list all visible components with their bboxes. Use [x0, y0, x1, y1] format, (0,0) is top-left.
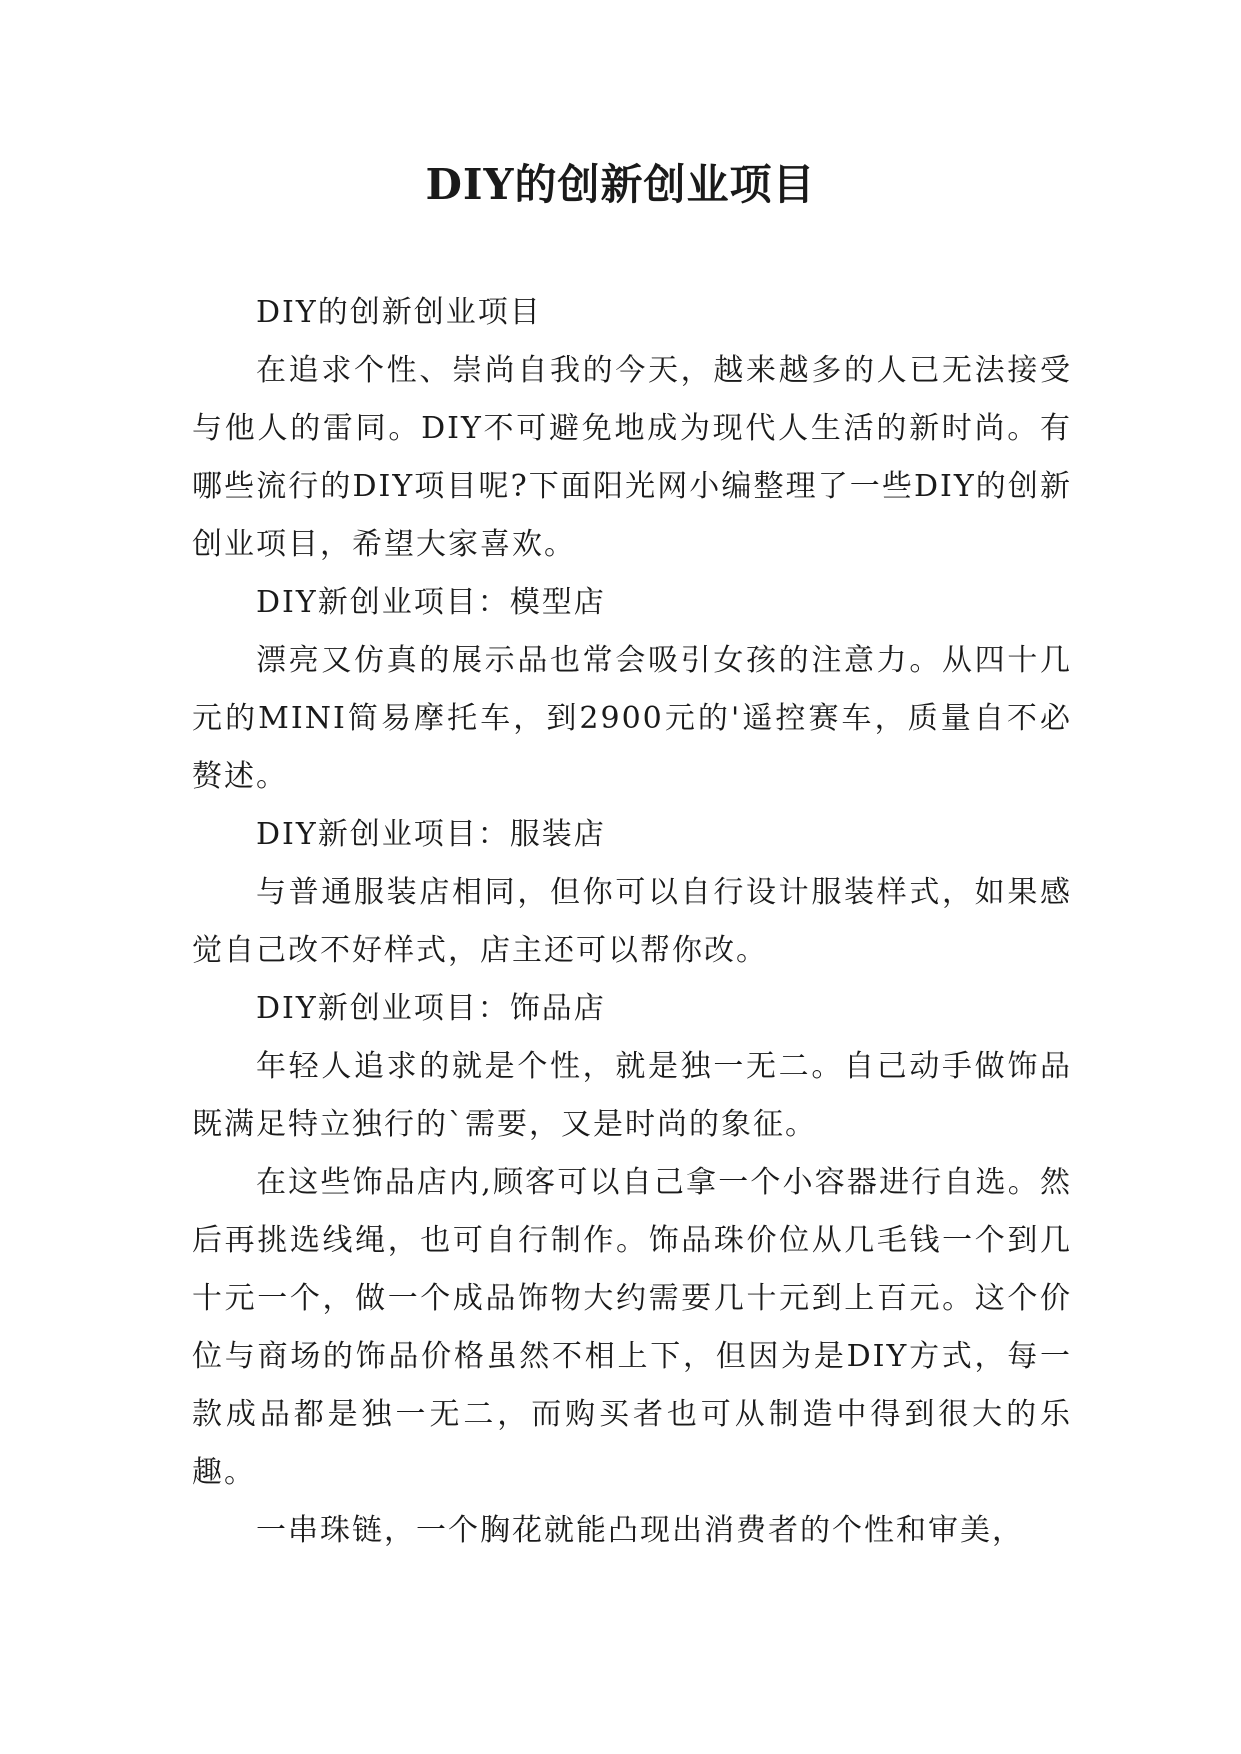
document-body: [192, 284, 1072, 1560]
section-heading-model-shop: DIY新创业项目：模型店: [256, 585, 606, 620]
paragraph-accessory-closing: 一串珠链，一个胸花就能凸现出消费者的个性和审美，: [256, 1513, 1024, 1548]
paragraph-model-shop: 漂亮又仿真的展示品也常会吸引女孩的注意力。从四十几元的MINI简易摩托车，到2900元的'遥控赛车，质量自不必赘述。: [192, 643, 1072, 794]
document-title: DIY的创新创业项目: [425, 160, 816, 209]
paragraph-heading: DIY的创新创业项目: [256, 295, 542, 330]
section-heading-clothing-shop: DIY新创业项目：服装店: [256, 817, 606, 852]
paragraph-clothing-shop: 与普通服装店相同，但你可以自行设计服装样式，如果感觉自己改不好样式，店主还可以帮你改。: [192, 875, 1072, 968]
paragraph-accessory-shop: 年轻人追求的就是个性，就是独一无二。自己动手做饰品既满足特立独行的`需要，又是时尚的象征。: [192, 1049, 1072, 1142]
paragraph-intro: 在追求个性、崇尚自我的今天，越来越多的人已无法接受与他人的雷同。DIY不可避免地成为现代人生活的新时尚。有哪些流行的DIY项目呢?下面阳光网小编整理了一些DIY的创新创业项目，希望大家喜欢。: [192, 353, 1072, 562]
paragraph-accessory-details: 在这些饰品店内,顾客可以自己拿一个小容器进行自选。然后再挑选线绳，也可自行制作。饰品珠价位从几毛钱一个到几十元一个，做一个成品饰物大约需要几十元到上百元。这个价位与商场的饰品价格虽然不相上下，但因为是DIY方式，每一款成品都是独一无二，而购买者也可从制造中得到很大的乐趣。: [192, 1165, 1072, 1490]
section-heading-accessory-shop: DIY新创业项目：饰品店: [256, 991, 606, 1026]
